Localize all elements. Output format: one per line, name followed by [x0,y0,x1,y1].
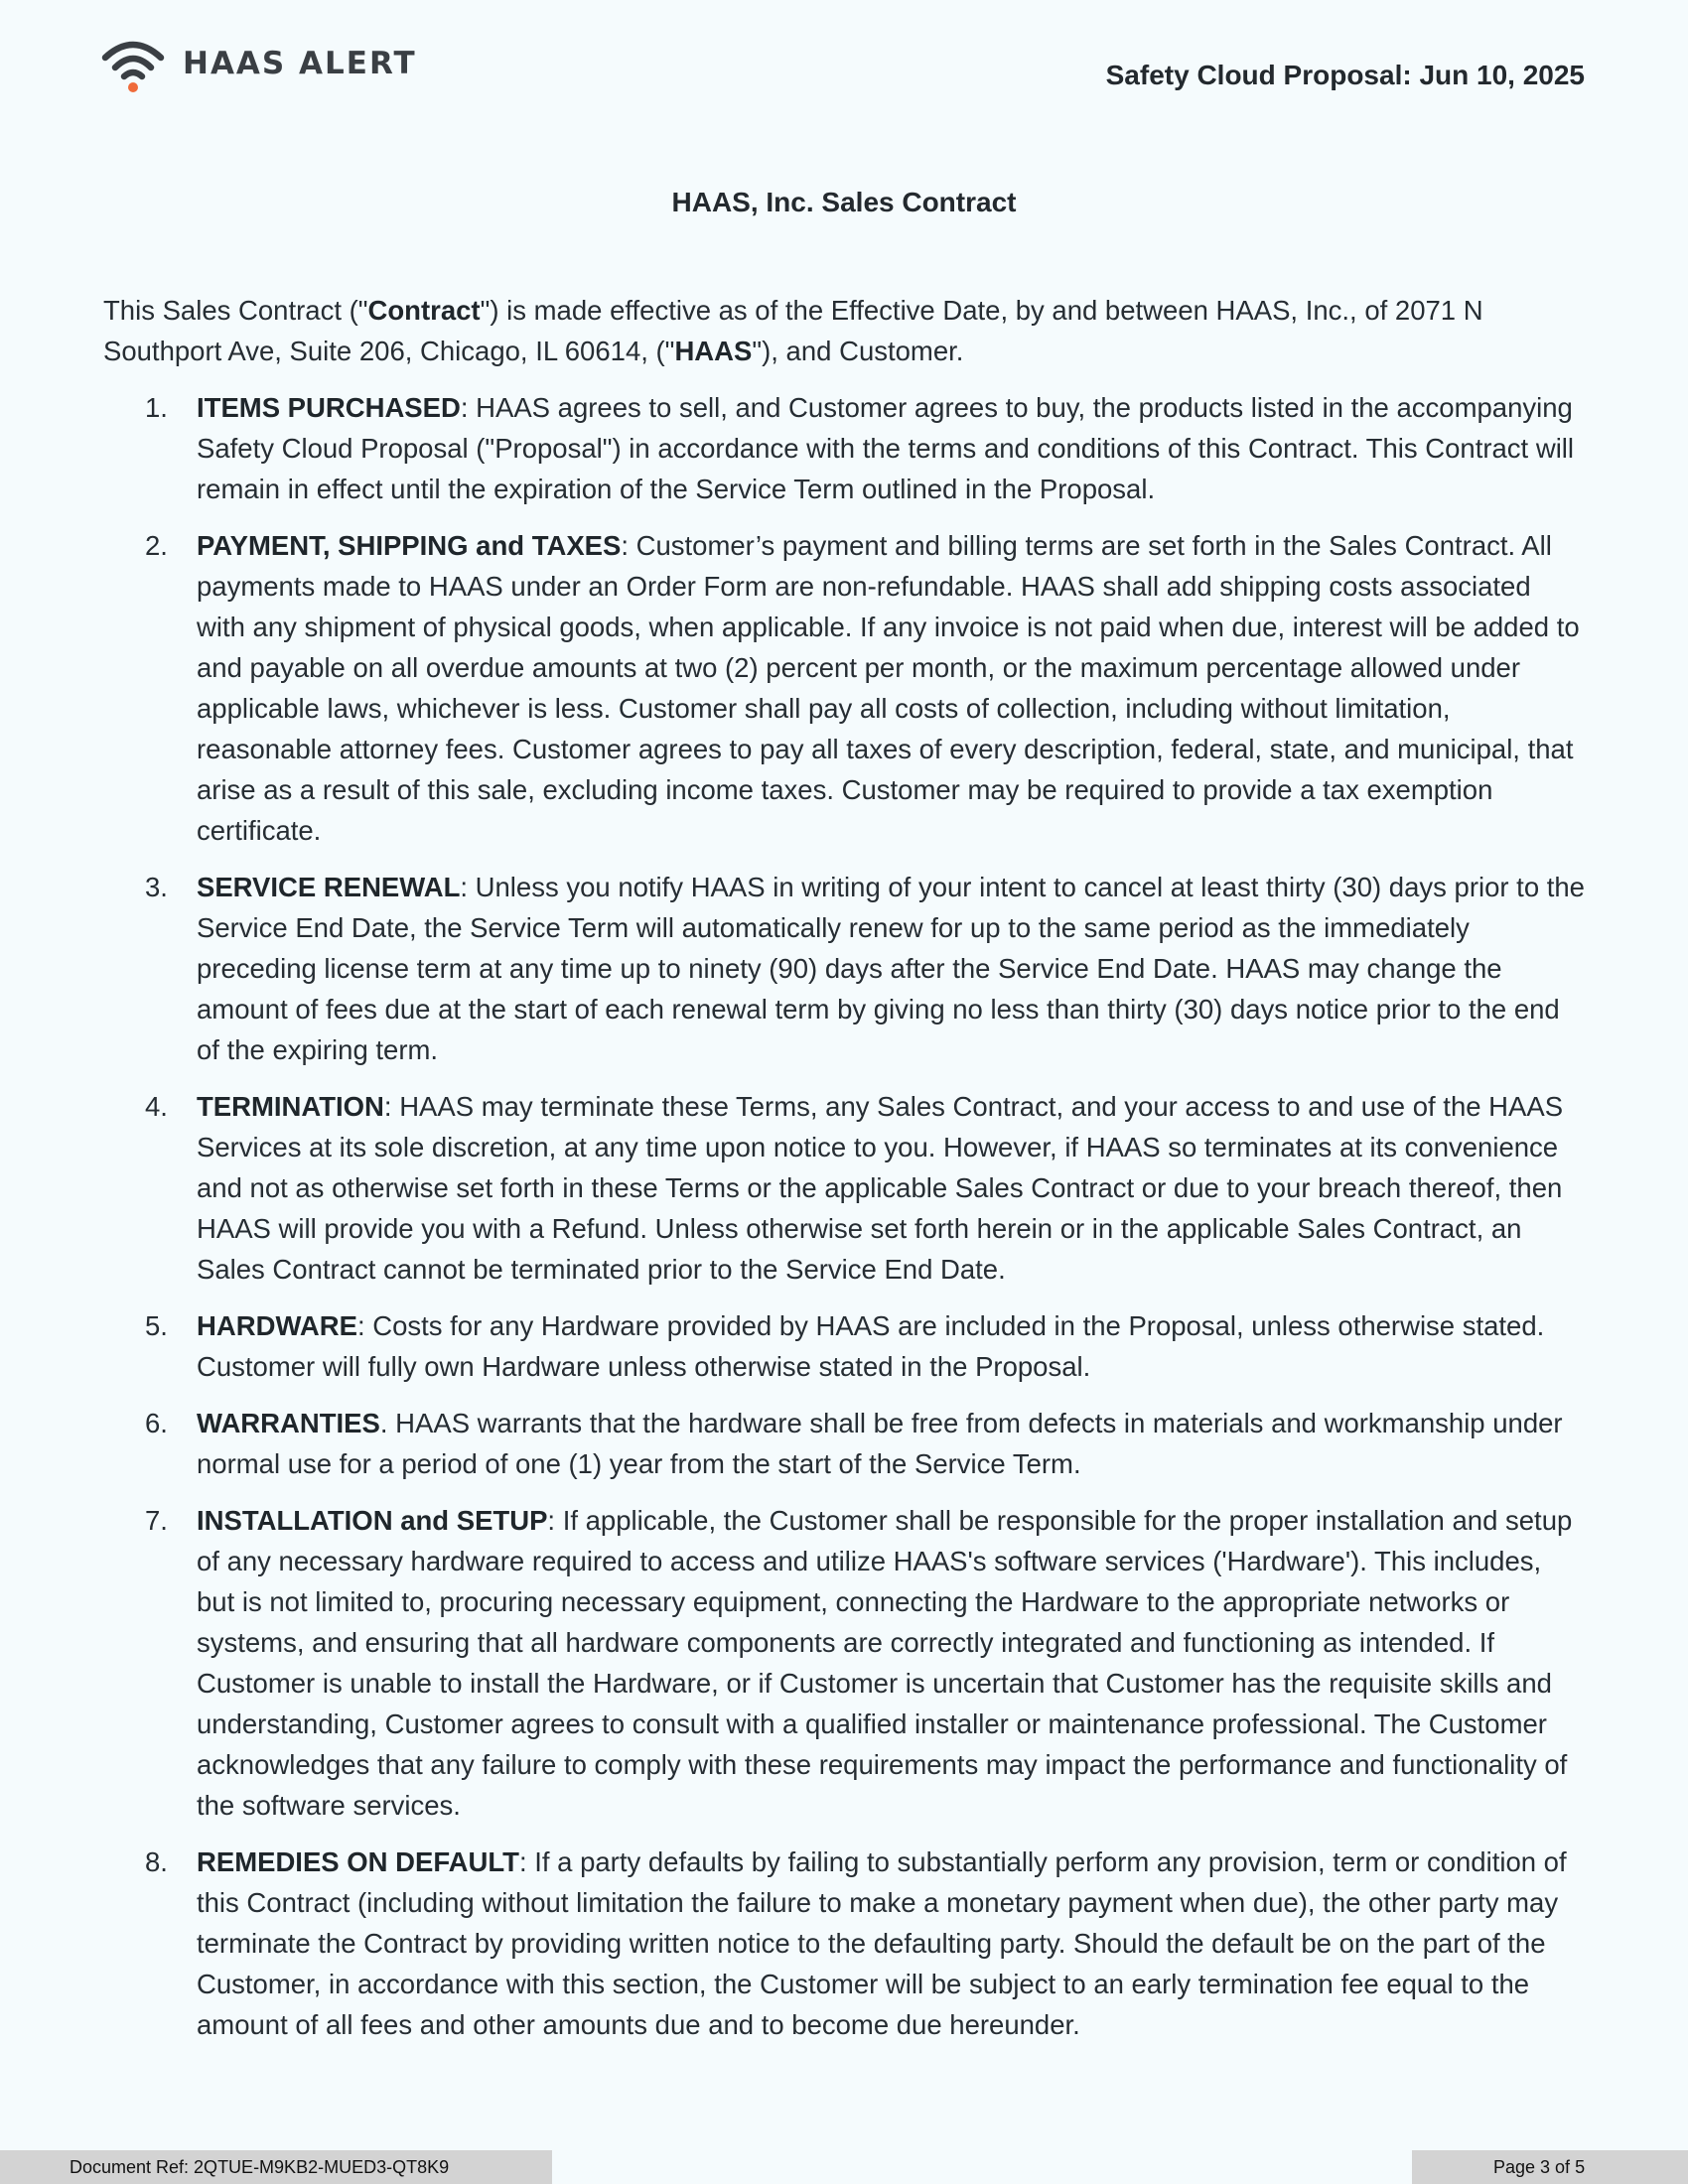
terms-list [103,387,1585,2045]
term-item: 4. TERMINATION: HAAS may terminate these Terms, any Sales Contract, and your access to and use of the HAAS Services at its sole discretion, at any time upon notice to you. However, if HAAS so terminates at its convenience and not as otherwise set forth in these Terms or the applicable Sales Contract or due to your breach thereof, then HAAS will provide you with a Refund. Unless otherwise set forth herein or in the applicable Sales Contract, an Sales Contract cannot be terminated prior to the Service End Date. [145,1091,1564,1285]
document-reference: Document Ref: 2QTUE-M9KB2-MUED3-QT8K9 [0,2150,552,2184]
term-heading: PAYMENT, SHIPPING and TAXES [197,530,622,561]
term-item: 3. SERVICE RENEWAL: Unless you notify HAAS in writing of your intent to cancel at least thirty (30) days prior to the Service End Date, the Service Term will automatically renew for up to the same period as the immediately preceding license term at any time up to ninety (90) days after the Service End Date. HAAS may change the amount of fees due at the start of each renewal term by giving no less than thirty (30) days notice prior to the end of the expiring term. [145,872,1585,1065]
term-heading: INSTALLATION and SETUP [197,1505,548,1536]
term-item: 1. ITEMS PURCHASED: HAAS agrees to sell, and Customer agrees to buy, the products listed in the accompanying Safety Cloud Proposal ("Proposal") in accordance with the terms and conditions of this Contract. This Contract will remain in effect until the expiration of the Service Term outlined in the Proposal. [145,392,1575,504]
document-title: HAAS, Inc. Sales Contract [671,187,1017,217]
term-heading: WARRANTIES [197,1408,380,1438]
term-item: 5. HARDWARE: Costs for any Hardware provided by HAAS are included in the Proposal, unless otherwise stated. Customer will fully own Hardware unless otherwise stated in the Proposal. [145,1310,1545,1382]
page-number: Page 3 of 5 [1412,2150,1688,2184]
wifi-signal-icon [101,38,165,93]
term-heading: REMEDIES ON DEFAULT [197,1846,519,1877]
term-item: 8. REMEDIES ON DEFAULT: If a party defaults by failing to substantially perform any provision, term or condition of this Contract (including without limitation the failure to make a monetary payment when due), the other party may terminate the Contract by providing written notice to the defaulting party. Should the default be on the part of the Customer, in accordance with this section, the Customer will be subject to an early termination fee equal to the amount of all fees and other amounts due and to become due hereunder. [145,1846,1567,2040]
company-logo [101,38,417,93]
term-item: 6. WARRANTIES. HAAS warrants that the hardware shall be free from defects in materials and workmanship under normal use for a period of one (1) year from the start of the Service Term. [145,1408,1563,1479]
proposal-date: Safety Cloud Proposal: Jun 10, 2025 [1105,60,1585,90]
term-item: 7. INSTALLATION and SETUP: If applicable, the Customer shall be responsible for the proper installation and setup of any necessary hardware required to access and utilize HAAS's software services ('Hardware'). This includes, but is not limited to, procuring necessary equipment, connecting the Hardware to the appropriate networks or systems, and ensuring that all hardware components are correctly integrated and functioning as intended. If Customer is unable to install the Hardware, or if Customer is uncertain that Customer has the requisite skills and understanding, Customer agrees to consult with a qualified installer or maintenance professional. The Customer acknowledges that any failure to comply with these requirements may impact the performance and functionality of the software services. [145,1505,1573,1821]
term-item: 2. PAYMENT, SHIPPING and TAXES: Customer’s payment and billing terms are set forth in the Sales Contract. All payments made to HAAS under an Order Form are non-refundable. HAAS shall add shipping costs associated with any shipment of physical goods, when applicable. If any invoice is not paid when due, interest will be added to and payable on all overdue amounts at two (2) percent per month, or the maximum percentage allowed under applicable laws, whichever is less. Customer shall pay all costs of collection, including without limitation, reasonable attorney fees. Customer agrees to pay all taxes of every description, federal, state, and municipal, that arise as a result of this sale, excluding income taxes. Customer may be required to provide a tax exemption certificate. [145,530,1580,846]
contract-body [103,290,1585,2061]
term-heading: HARDWARE [197,1310,357,1341]
term-heading: SERVICE RENEWAL [197,872,461,902]
intro-paragraph: This Sales Contract ("Contract") is made effective as of the Effective Date, by and between HAAS, Inc., of 2071 N Southport Ave, Suite 206, Chicago, IL 60614, ("HAAS"), and Customer. [103,295,1483,366]
logo-text: HAAS ALERT [183,46,417,81]
term-heading: TERMINATION [197,1091,384,1122]
page-header [101,38,1585,107]
term-heading: ITEMS PURCHASED [197,392,461,423]
